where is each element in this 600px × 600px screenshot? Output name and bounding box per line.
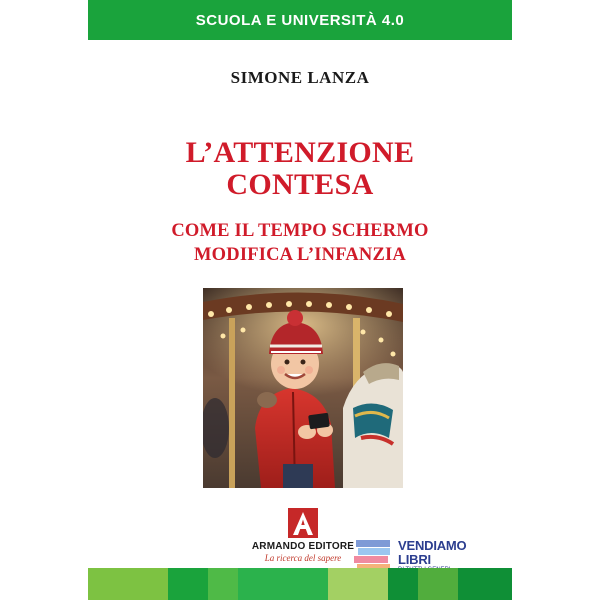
author-name: SIMONE LANZA [230,68,370,87]
child-on-carousel-photo [203,288,403,488]
title-line-1: L’ATTENZIONE [185,136,415,169]
subtitle-line-2: MODIFICA L’INFANZIA [194,245,406,265]
series-band [88,0,512,40]
publisher-name: ARMANDO EDITORE [251,541,355,552]
book-title [88,137,512,201]
stamp-text-1: VENDIAMO [398,538,467,553]
stamp-text-2: LIBRI [398,552,431,567]
series-name: SCUOLA E UNIVERSITÀ 4.0 [195,11,405,29]
publisher [238,508,368,570]
book-cover [88,0,512,600]
title-line-2: CONTESA [226,168,374,201]
armando-a-logo-icon [288,508,318,538]
book-subtitle [88,219,512,267]
publisher-tagline: La ricerca del sapere [264,553,342,563]
subtitle-line-1: COME IL TEMPO SCHERMO [171,221,429,241]
bottom-color-band [88,568,512,600]
